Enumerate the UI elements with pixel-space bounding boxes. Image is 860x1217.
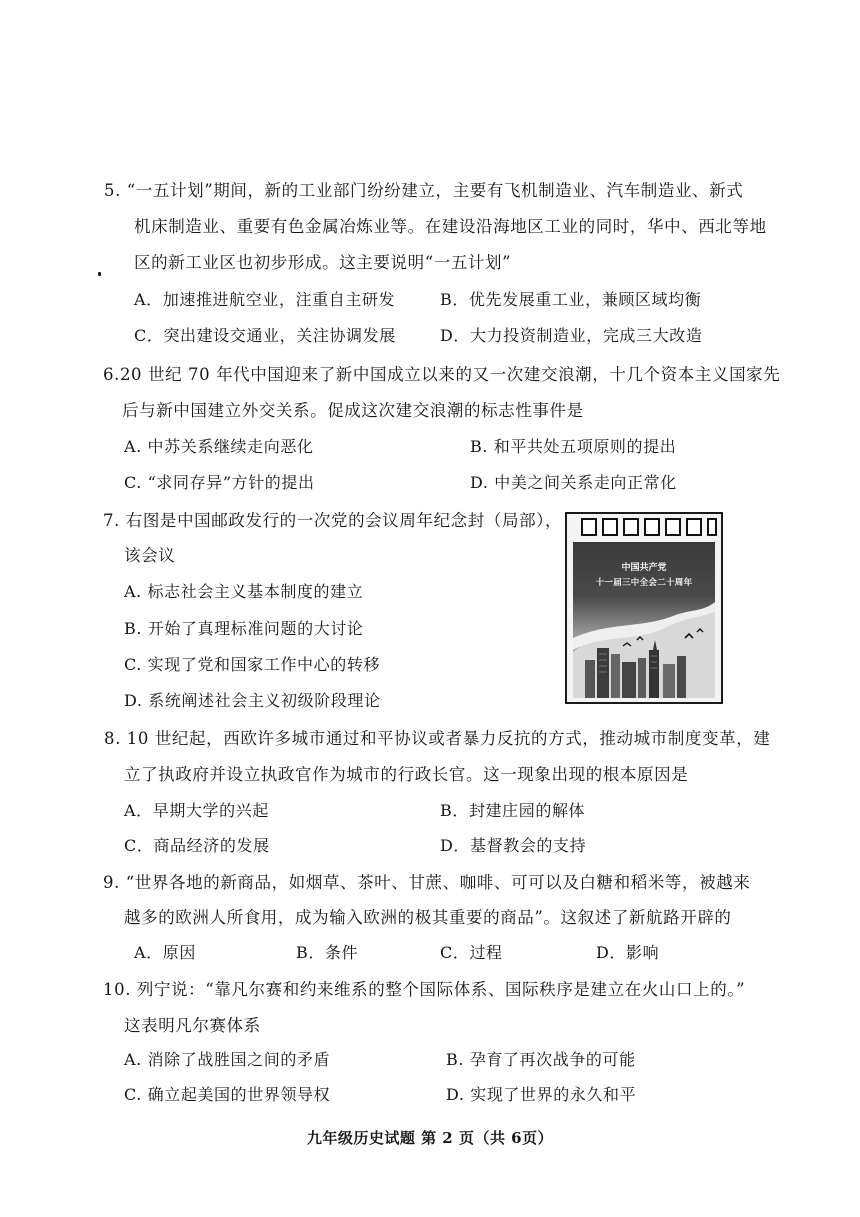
- q6-option-b: B. 和平共处五项原则的提出: [470, 437, 677, 456]
- q10-option-a: A. 消除了战胜国之间的矛盾: [124, 1050, 331, 1069]
- q10-option-c: C. 确立起美国的世界领导权: [124, 1085, 331, 1104]
- q6-option-c: C. “求同存异”方针的提出: [124, 473, 315, 492]
- q6-option-d: D. 中美之间关系走向正常化: [470, 473, 677, 492]
- postcode-box: [623, 518, 639, 536]
- q5-option-a: A．加速推进航空业，注重自主研发: [134, 290, 396, 309]
- q5-option-d: D．大力投资制造业，完成三大改造: [440, 326, 703, 345]
- q7-option-c: C. 实现了党和国家工作中心的转移: [124, 655, 381, 674]
- q5-option-c: C．突出建设交通业，关注协调发展: [134, 326, 396, 345]
- q8-stem-line-1: 8. 10 世纪起，西欧许多城市通过和平协议或者暴力反抗的方式，推动城市制度变革，建: [104, 729, 771, 748]
- postcode-box: [581, 518, 597, 536]
- cover-title-line-2: 十一届三中全会二十周年: [595, 578, 693, 588]
- postcode-box: [644, 518, 660, 536]
- q8-option-a: A．早期大学的兴起: [124, 801, 269, 820]
- q7-option-d: D. 系统阐述社会主义初级阶段理论: [124, 691, 381, 710]
- q9-stem-line-2: 越多的欧洲人所食用，成为输入欧洲的极其重要的商品”。这叙述了新航路开辟的: [124, 908, 732, 927]
- q6-option-a: A. 中苏关系继续走向恶化: [124, 437, 314, 456]
- q5-option-b: B．优先发展重工业，兼顾区域均衡: [440, 290, 702, 309]
- q10-stem-line-2: 这表明凡尔赛体系: [124, 1016, 261, 1035]
- q9-stem-line-1: 9. “世界各地的新商品，如烟草、茶叶、甘蔗、咖啡、可可以及白糖和稻米等，被越来: [103, 873, 751, 892]
- q8-option-d: D．基督教会的支持: [440, 836, 587, 855]
- q7-option-a: A. 标志社会主义基本制度的建立: [124, 582, 364, 601]
- postcode-box: [686, 518, 702, 536]
- q8-option-c: C．商品经济的发展: [124, 836, 270, 855]
- q10-option-b: B. 孕育了再次战争的可能: [446, 1050, 636, 1069]
- q5-stem-line-1: 5. “一五计划”期间，新的工业部门纷纷建立，主要有飞机制造业、汽车制造业、新式: [104, 181, 744, 200]
- q10-stem-line-1: 10. 列宁说：“靠凡尔赛和约来维系的整个国际体系、国际秩序是建立在火山口上的。”: [103, 980, 746, 999]
- q7-option-b: B. 开始了真理标准问题的大讨论: [124, 619, 364, 638]
- cover-artwork: [573, 542, 715, 698]
- page-footer: 九年级历史试题 第 2 页（共 6页）: [306, 1129, 554, 1147]
- q8-stem-line-2: 立了执政府并设立执政官作为城市的行政长官。这一现象出现的根本原因是: [124, 765, 689, 784]
- q9-option-a: A．原因: [134, 943, 196, 962]
- q7-stem-line-2: 该会议: [124, 546, 176, 565]
- postcode-box: [665, 518, 681, 536]
- commemorative-cover-image: [565, 512, 723, 704]
- q6-stem-line-1: 6.20 世纪 70 年代中国迎来了新中国成立以来的又一次建交浪潮，十几个资本主义国家先: [103, 365, 781, 384]
- q7-stem-line-1: 7. 右图是中国邮政发行的一次党的会议周年纪念封（局部），: [103, 511, 563, 530]
- q9-option-d: D．影响: [596, 943, 660, 962]
- q6-stem-line-2: 后与新中国建立外交关系。促成这次建交浪潮的标志性事件是: [122, 401, 584, 420]
- postcode-box: [707, 518, 717, 536]
- scan-speck: [98, 272, 101, 276]
- postcode-box: [602, 518, 618, 536]
- q5-stem-line-3: 区的新工业区也初步形成。这主要说明“一五计划”: [134, 253, 512, 272]
- q9-option-b: B．条件: [296, 943, 359, 962]
- q8-option-b: B．封建庄园的解体: [440, 801, 586, 820]
- q5-stem-line-2: 机床制造业、重要有色金属冶炼业等。在建设沿海地区工业的同时，华中、西北等地: [134, 217, 767, 236]
- q10-option-d: D. 实现了世界的永久和平: [446, 1085, 637, 1104]
- cover-title-line-1: 中国共产党: [621, 563, 667, 573]
- q9-option-c: C．过程: [440, 943, 503, 962]
